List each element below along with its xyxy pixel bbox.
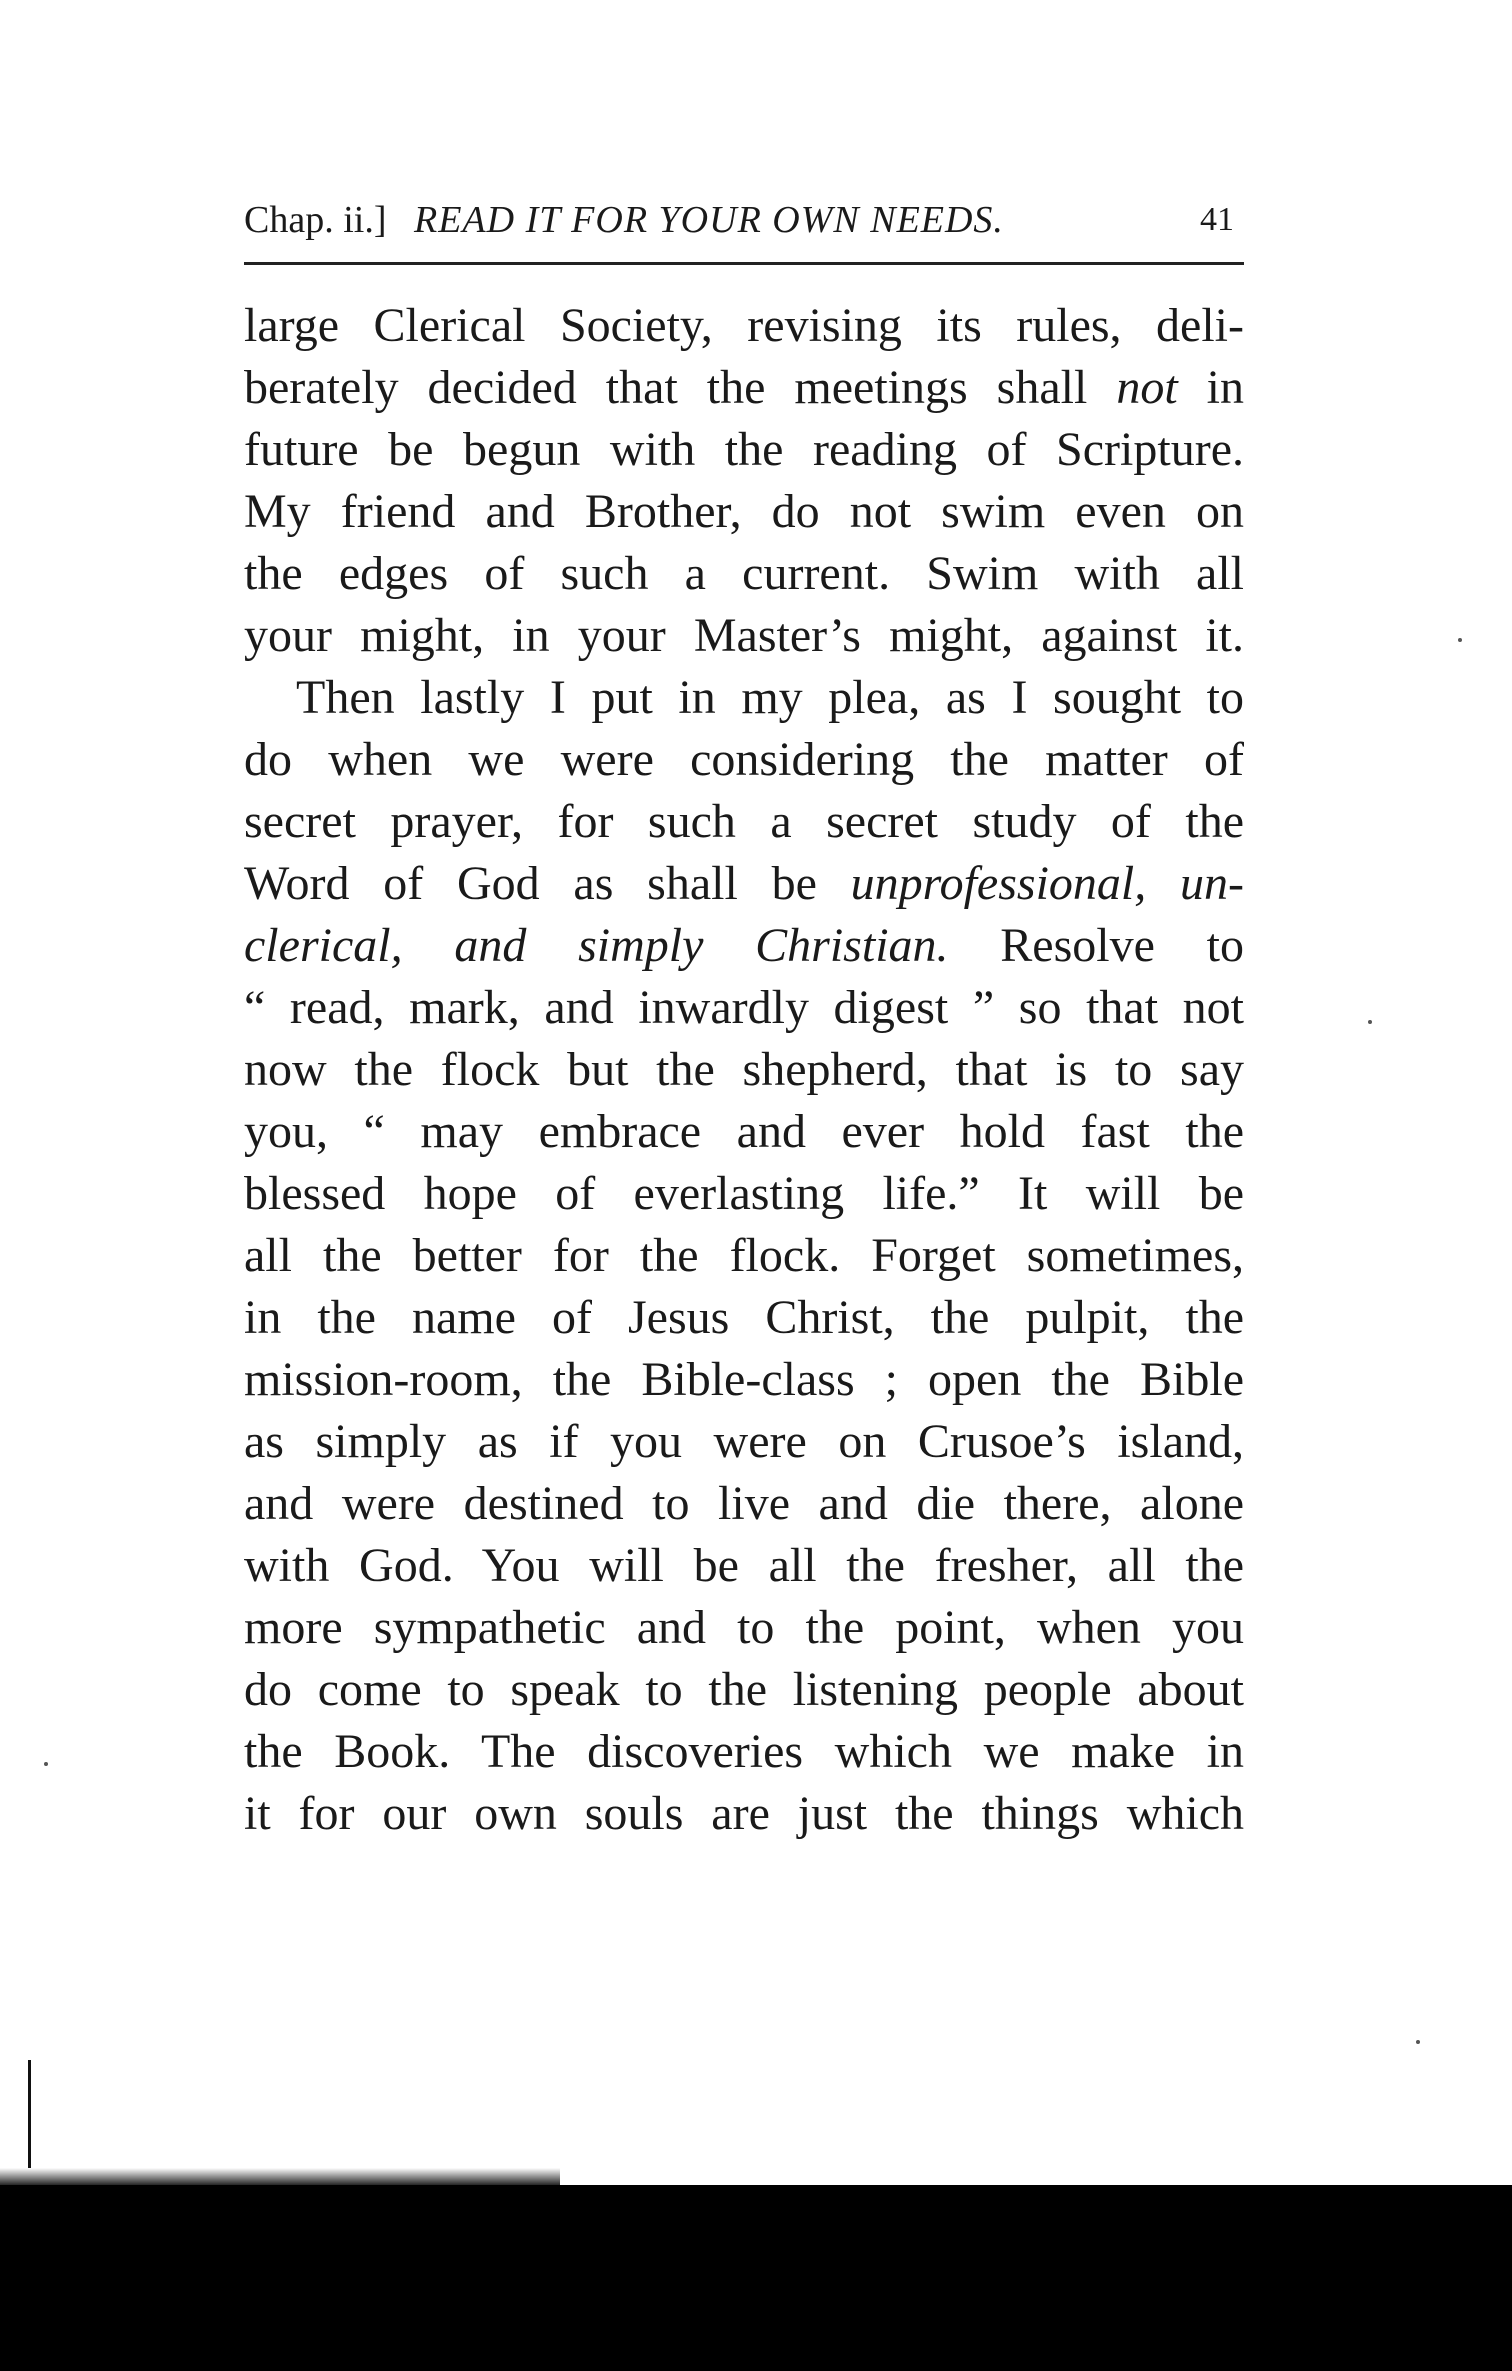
text-line: in the name of Jesus Christ, the pulpit, the xyxy=(244,1291,1244,1344)
text-line: My friend and Brother, do not swim even on xyxy=(244,485,1244,538)
speck xyxy=(1458,638,1462,642)
text-line: more sympathetic and to the point, when you xyxy=(244,1601,1244,1654)
text-line: now the flock but the shepherd, that is to say xyxy=(244,1043,1244,1096)
emphasis: unprofessional, un- xyxy=(850,857,1244,910)
scan-shadow-band xyxy=(0,2185,1512,2371)
text-line: you, “ may embrace and ever hold fast the xyxy=(244,1105,1244,1158)
text-line: Word of God as shall be unprofessional, un- xyxy=(244,857,1244,910)
text-line: as simply as if you were on Crusoe’s island, xyxy=(244,1415,1244,1468)
header-rule xyxy=(244,262,1244,265)
speck xyxy=(1416,2040,1420,2044)
emphasis: clerical, and simply Christian. xyxy=(244,919,949,972)
text-line: large Clerical Society, revising its rules, deli- xyxy=(244,299,1244,352)
text-line: Then lastly I put in my plea, as I sought to xyxy=(296,671,1244,724)
running-title: READ IT FOR YOUR OWN NEEDS. xyxy=(414,199,1004,241)
text-line: all the better for the flock. Forget sometimes, xyxy=(244,1229,1244,1282)
text-line: blessed hope of everlasting life.” It will be xyxy=(244,1167,1244,1220)
text-line: secret prayer, for such a secret study of the xyxy=(244,795,1244,848)
speck xyxy=(1368,1020,1372,1024)
body-text xyxy=(244,295,1244,1845)
text-line: berately decided that the meetings shall not in xyxy=(244,361,1244,414)
running-header xyxy=(244,190,1244,250)
text-line: future be begun with the reading of Scripture. xyxy=(244,423,1244,476)
text-line: clerical, and simply Christian. Resolve to xyxy=(244,919,1244,972)
emphasis: not xyxy=(1116,361,1178,414)
text-line: do when we were considering the matter of xyxy=(244,733,1244,786)
text-line: with God. You will be all the fresher, all the xyxy=(244,1539,1244,1592)
text-line: mission-room, the Bible-class ; open the Bible xyxy=(244,1353,1244,1406)
text-line: the edges of such a current. Swim with all xyxy=(244,547,1244,600)
text-line: and were destined to live and die there, alone xyxy=(244,1477,1244,1530)
text-line: “ read, mark, and inwardly digest ” so that not xyxy=(244,981,1244,1034)
text-line: your might, in your Master’s might, against it. xyxy=(244,609,1244,662)
text-line: the Book. The discoveries which we make in xyxy=(244,1725,1244,1778)
speck xyxy=(44,1762,48,1766)
text-line: do come to speak to the listening people about xyxy=(244,1663,1244,1716)
text-line: it for our own souls are just the things which xyxy=(244,1787,1244,1840)
chapter-label: Chap. ii.] xyxy=(244,199,387,241)
page-number: 41 xyxy=(1200,201,1234,238)
